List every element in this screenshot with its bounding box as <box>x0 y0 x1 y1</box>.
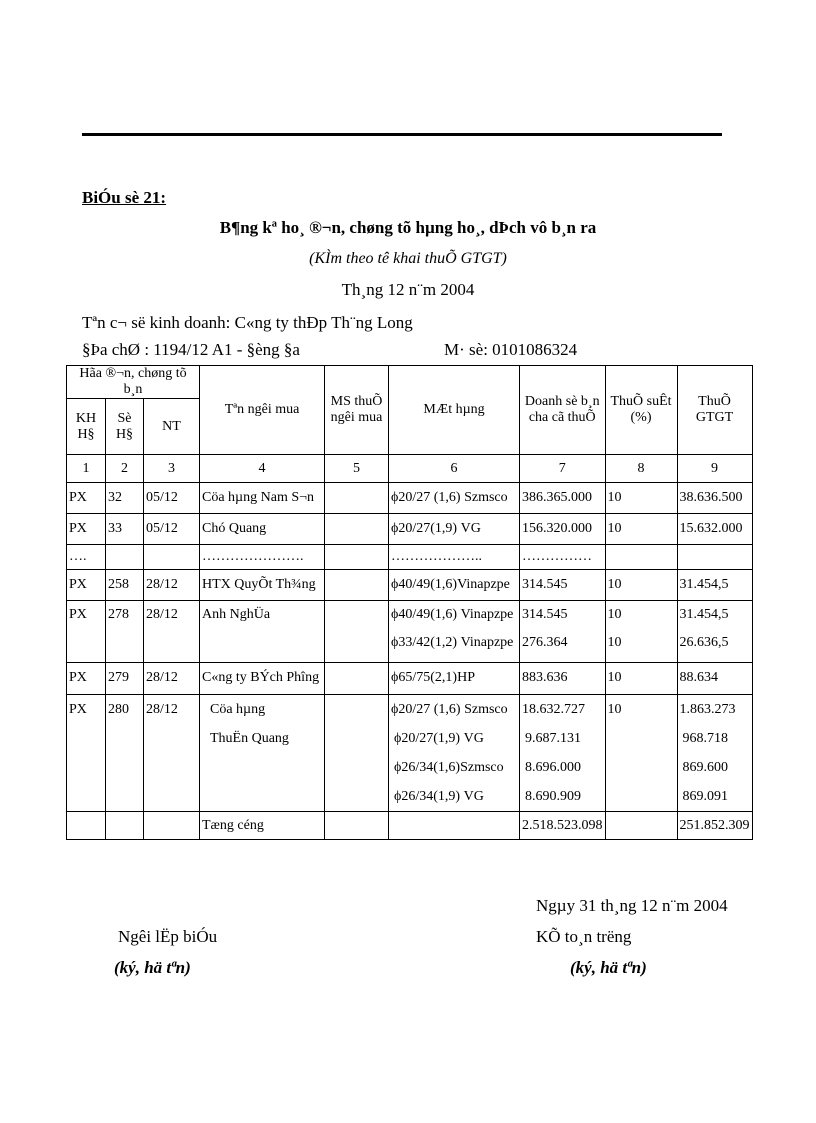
vat-cell-line: 15.632.000 <box>679 521 743 536</box>
invoice-date-cell-text: 28/12 <box>146 670 178 685</box>
total-empty <box>106 812 144 840</box>
col-header-vat: ThuÕ GTGT <box>677 366 752 455</box>
vat-cell-line: 31.454,5 <box>679 607 729 622</box>
revenue-cell-line: 8.690.909 <box>525 789 581 804</box>
vat-cell <box>677 570 752 601</box>
table-row <box>67 545 753 570</box>
vat-cell <box>677 483 752 514</box>
tax-rate-cell <box>605 663 677 695</box>
buyer-tax-code-cell-text <box>327 663 386 693</box>
buyer-tax-code-cell-text <box>327 695 386 724</box>
buyer-tax-code-cell-text <box>327 601 386 629</box>
invoice-date-cell <box>144 663 200 695</box>
revenue-cell-line: 9.687.131 <box>525 731 581 746</box>
business-address: §Þa chØ : 1194/12 A1 - §èng §a <box>82 340 300 359</box>
invoice-number-cell-text: 32 <box>108 490 122 505</box>
invoice-symbol-cell <box>67 483 106 514</box>
vat-cell-line <box>680 545 750 569</box>
item-cell-line: ϕ20/27(1,9) VG <box>394 731 484 746</box>
item-cell-line: ϕ40/49(1,6)Vinapzpe <box>391 577 510 592</box>
invoice-number-cell-text: 279 <box>108 670 129 685</box>
document-title: B¶ng kª ho¸ ®¬n, chøng tõ hµng ho¸, dÞch vô b¸n ra <box>219 218 597 237</box>
buyer-tax-code-cell <box>325 570 389 601</box>
buyer-tax-code-cell <box>325 514 389 545</box>
tax-rate-cell <box>605 601 677 663</box>
buyer-tax-code-cell <box>325 483 389 514</box>
revenue-cell-line: 156.320.000 <box>522 521 592 536</box>
tax-rate-cell-line: 10 <box>607 490 622 505</box>
top-rule <box>82 133 722 136</box>
revenue-cell-line: 8.696.000 <box>525 760 581 775</box>
invoice-symbol-cell <box>67 695 106 812</box>
item-cell-line: ϕ26/34(1,9) VG <box>394 789 484 804</box>
vat-cell <box>677 663 752 695</box>
accountant-signature-note: (ký, hä tªn) <box>570 958 647 977</box>
revenue-cell <box>520 695 606 812</box>
form-number: BiÓu sè 21: <box>82 188 167 207</box>
buyer-name-cell <box>200 514 325 545</box>
item-cell-line: ϕ20/27 (1,6) Szmsco <box>391 702 508 717</box>
invoice-number-cell-text: 33 <box>108 521 122 536</box>
invoice-symbol-cell <box>67 601 106 663</box>
item-cell-line: ……………….. <box>391 549 482 564</box>
revenue-cell-line: 883.636 <box>522 670 568 685</box>
item-cell-line: ϕ20/27(1,9) VG <box>391 521 481 536</box>
vat-cell-line: 31.454,5 <box>679 577 729 592</box>
table-row <box>67 695 753 812</box>
tax-code: M· sè: 0101086324 <box>444 340 578 359</box>
invoice-symbol-cell-text: PX <box>69 670 87 685</box>
invoice-number-cell <box>106 601 144 663</box>
item-cell <box>389 514 520 545</box>
item-cell-line: ϕ20/27 (1,6) Szmsco <box>391 490 508 505</box>
buyer-name-cell <box>200 545 325 570</box>
total-empty <box>67 812 106 840</box>
invoice-number-cell-text <box>108 545 141 569</box>
invoice-symbol-cell <box>67 545 106 570</box>
col-header-tax-rate: ThuÕ suÊt (%) <box>605 366 677 455</box>
column-number: 7 <box>520 455 606 483</box>
item-cell <box>389 663 520 695</box>
vat-cell-line: 968.718 <box>682 731 728 746</box>
buyer-tax-code-cell <box>325 695 389 812</box>
invoice-symbol-cell-text: PX <box>69 521 87 536</box>
vat-cell-line: 38.636.500 <box>679 490 743 505</box>
invoice-date-cell-text: 05/12 <box>146 490 178 505</box>
invoice-date-cell <box>144 545 200 570</box>
reporting-period: Th¸ng 12 n¨m 2004 <box>341 280 475 299</box>
col-header-buyer: Tªn ngêi mua <box>200 366 325 455</box>
buyer-name-cell-line: …………………. <box>202 549 304 564</box>
vat-cell-line: 869.600 <box>682 760 728 775</box>
revenue-cell-line: 314.545 <box>522 607 568 622</box>
revenue-cell <box>520 601 606 663</box>
tax-rate-cell-line: 10 <box>607 635 622 650</box>
business-name: Tªn c¬ së kinh doanh: C«ng ty thÐp Th¨ng Long <box>82 313 413 332</box>
total-vat: 251.852.309 <box>677 812 752 840</box>
buyer-name-cell-line: Cöa hµng <box>210 702 266 717</box>
column-number: 1 <box>67 455 106 483</box>
invoice-number-cell <box>106 514 144 545</box>
revenue-cell <box>520 514 606 545</box>
invoice-date-cell <box>144 483 200 514</box>
invoice-date-cell <box>144 514 200 545</box>
item-cell <box>389 695 520 812</box>
total-empty <box>144 812 200 840</box>
item-cell <box>389 483 520 514</box>
column-number: 4 <box>200 455 325 483</box>
buyer-name-cell-line: Chó Quang <box>202 521 267 536</box>
total-label: Tæng céng <box>200 812 325 840</box>
vat-cell-line: 869.091 <box>682 789 728 804</box>
invoice-date-cell-text: 28/12 <box>146 702 178 717</box>
tax-rate-cell <box>605 570 677 601</box>
buyer-name-cell <box>200 601 325 663</box>
vat-cell-line: 1.863.273 <box>679 702 736 717</box>
tax-rate-cell <box>605 483 677 514</box>
item-cell-line: ϕ33/42(1,2) Vinapzpe <box>391 635 514 650</box>
invoice-number-cell-text: 258 <box>108 577 129 592</box>
column-number: 8 <box>605 455 677 483</box>
invoice-date-cell-text: 28/12 <box>146 607 178 622</box>
column-number: 6 <box>389 455 520 483</box>
buyer-tax-code-cell-text <box>327 570 386 600</box>
invoice-symbol-cell-text: PX <box>69 702 87 717</box>
column-number: 9 <box>677 455 752 483</box>
sales-invoice-table <box>66 365 753 840</box>
invoice-symbol-cell-text: PX <box>69 607 87 622</box>
column-number: 3 <box>144 455 200 483</box>
revenue-cell <box>520 663 606 695</box>
revenue-cell-line: 276.364 <box>522 635 568 650</box>
invoice-date-cell-text: 28/12 <box>146 577 178 592</box>
invoice-number-cell-text: 278 <box>108 607 129 622</box>
table-row <box>67 663 753 695</box>
column-number: 5 <box>325 455 389 483</box>
col-header-invoice-date: NT <box>144 399 200 455</box>
vat-cell <box>677 601 752 663</box>
invoice-symbol-cell <box>67 570 106 601</box>
tax-rate-cell-line: 10 <box>607 521 622 536</box>
revenue-cell <box>520 545 606 570</box>
buyer-name-cell-line: Anh NghÜa <box>202 607 271 622</box>
buyer-name-cell-line: ThuËn Quang <box>210 731 289 746</box>
item-cell <box>389 545 520 570</box>
tax-rate-cell-line: 10 <box>607 577 622 592</box>
column-number: 2 <box>106 455 144 483</box>
col-header-invoice-number: Sè H§ <box>106 399 144 455</box>
invoice-symbol-cell-text: PX <box>69 577 87 592</box>
vat-cell-line: 88.634 <box>679 670 718 685</box>
vat-cell <box>677 545 752 570</box>
invoice-number-cell <box>106 570 144 601</box>
buyer-tax-code-cell-text <box>327 483 386 513</box>
total-empty <box>605 812 677 840</box>
tax-rate-cell-line: 10 <box>607 670 622 685</box>
invoice-number-cell <box>106 483 144 514</box>
invoice-number-cell-text: 280 <box>108 702 129 717</box>
table-row <box>67 601 753 663</box>
invoice-symbol-cell <box>67 514 106 545</box>
tax-rate-cell <box>605 514 677 545</box>
vat-cell-line: 26.636,5 <box>679 635 729 650</box>
tax-rate-cell-line <box>608 545 675 569</box>
revenue-cell-line: 314.545 <box>522 577 568 592</box>
item-cell <box>389 570 520 601</box>
invoice-number-cell <box>106 545 144 570</box>
col-header-revenue: Doanh sè b¸n cha cã thuÕ <box>520 366 606 455</box>
total-empty <box>389 812 520 840</box>
invoice-group-header: Hãa ®¬n, chøng tõ b¸n <box>67 366 200 399</box>
item-cell <box>389 601 520 663</box>
invoice-date-cell <box>144 570 200 601</box>
total-row <box>67 812 753 840</box>
invoice-symbol-cell-text: …. <box>69 549 87 564</box>
buyer-tax-code-cell <box>325 545 389 570</box>
buyer-name-cell <box>200 663 325 695</box>
item-cell-line: ϕ40/49(1,6) Vinapzpe <box>391 607 514 622</box>
buyer-name-cell-line: C«ng ty BÝch Phîng <box>202 670 320 685</box>
total-revenue: 2.518.523.098 <box>520 812 606 840</box>
col-header-item: MÆt hµng <box>389 366 520 455</box>
buyer-tax-code-cell <box>325 663 389 695</box>
invoice-date-cell <box>144 695 200 812</box>
buyer-tax-code-cell-text <box>327 514 386 544</box>
revenue-cell-line: 386.365.000 <box>522 490 592 505</box>
buyer-name-cell <box>200 695 325 812</box>
revenue-cell <box>520 570 606 601</box>
invoice-number-cell <box>106 663 144 695</box>
chief-accountant-label: KÕ to¸n trëng <box>536 927 632 946</box>
col-header-buyer-tax-code: MS thuÕ ngêi mua <box>325 366 389 455</box>
item-cell-line: ϕ65/75(2,1)HP <box>391 670 475 685</box>
invoice-date-cell-text <box>146 545 197 569</box>
revenue-cell <box>520 483 606 514</box>
tax-rate-cell <box>605 545 677 570</box>
buyer-tax-code-cell-text <box>327 545 386 569</box>
table-row <box>67 514 753 545</box>
revenue-cell-line: …………… <box>522 549 592 564</box>
invoice-symbol-cell-text: PX <box>69 490 87 505</box>
tax-rate-cell-line: 10 <box>607 702 622 717</box>
table-row <box>67 483 753 514</box>
col-header-invoice-symbol: KH H§ <box>67 399 106 455</box>
document-subtitle: (KÌm theo tê khai thuÕ GTGT) <box>309 250 507 267</box>
invoice-date-cell <box>144 601 200 663</box>
invoice-date-cell-text: 05/12 <box>146 521 178 536</box>
total-empty <box>325 812 389 840</box>
preparer-label: Ngêi lËp biÓu <box>118 927 218 946</box>
invoice-symbol-cell <box>67 663 106 695</box>
invoice-number-cell <box>106 695 144 812</box>
buyer-name-cell-line: Cöa hµng Nam S¬n <box>202 490 315 505</box>
item-cell-line: ϕ26/34(1,6)Szmsco <box>394 760 504 775</box>
vat-cell <box>677 514 752 545</box>
table-row <box>67 570 753 601</box>
buyer-name-cell-line: HTX QuyÕt Th¾ng <box>202 577 316 592</box>
signature-date: Ngµy 31 th¸ng 12 n¨m 2004 <box>536 896 728 915</box>
tax-rate-cell-line: 10 <box>607 607 622 622</box>
buyer-tax-code-cell <box>325 601 389 663</box>
vat-cell <box>677 695 752 812</box>
buyer-name-cell <box>200 483 325 514</box>
revenue-cell-line: 18.632.727 <box>522 702 585 717</box>
tax-rate-cell <box>605 695 677 812</box>
buyer-name-cell <box>200 570 325 601</box>
preparer-signature-note: (ký, hä tªn) <box>114 958 191 977</box>
